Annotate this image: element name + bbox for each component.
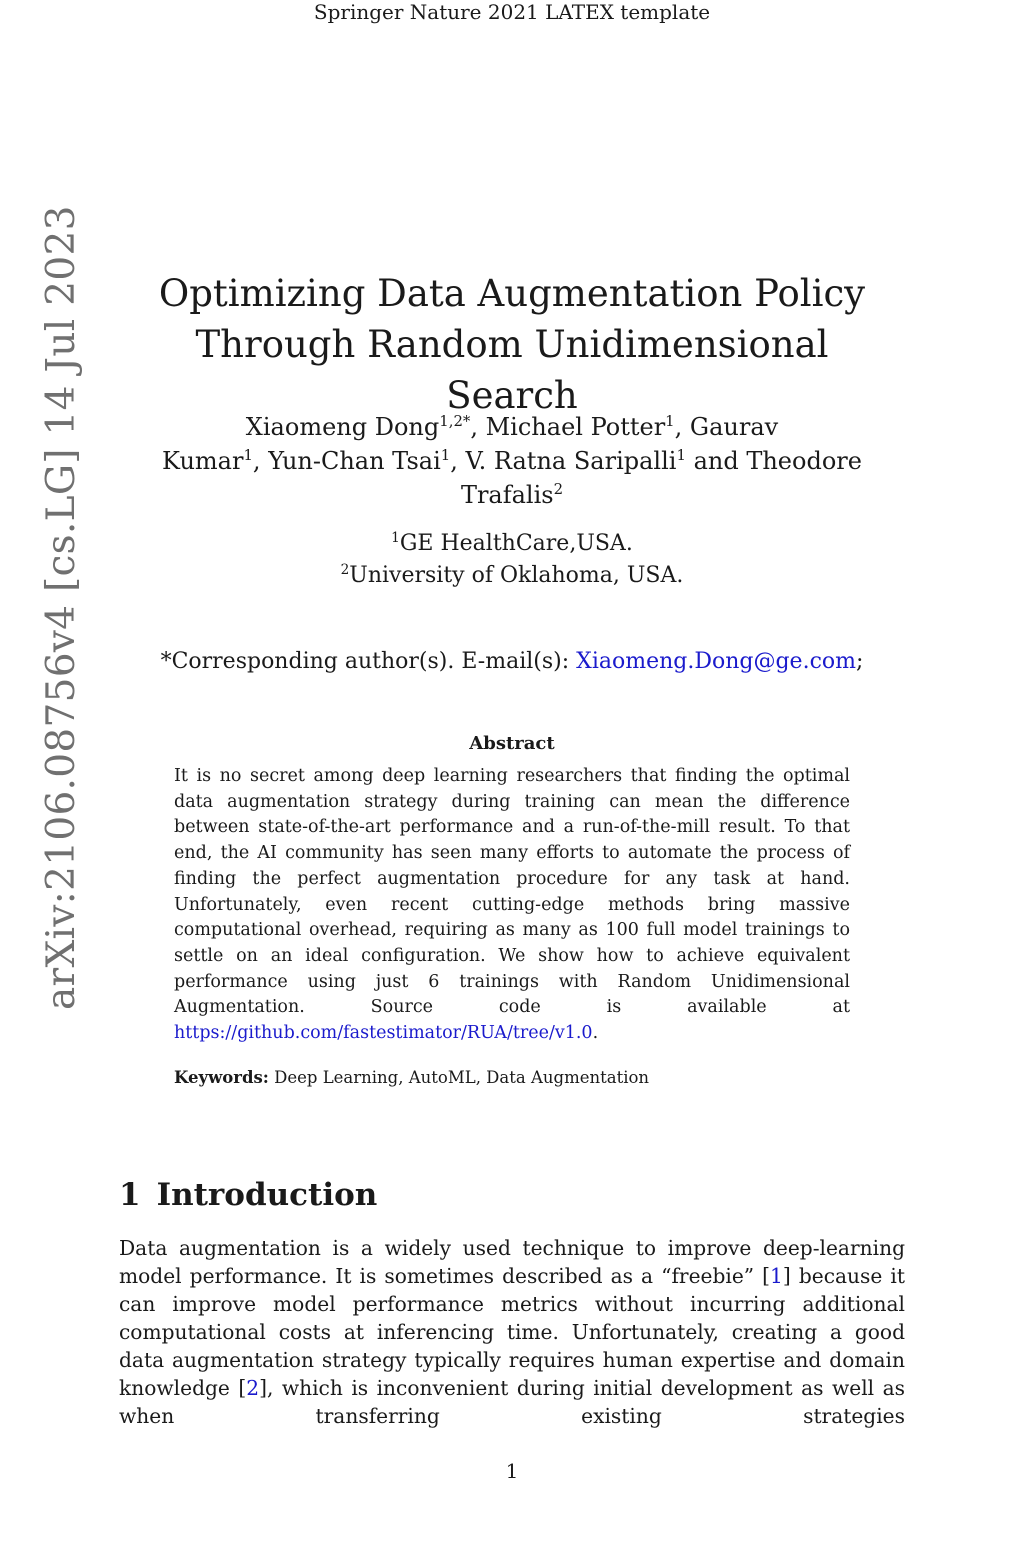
author-name: Yun-Chan Tsai xyxy=(268,447,441,475)
keywords xyxy=(174,1066,850,1090)
author-affil-sup: 1 xyxy=(243,446,253,465)
abstract-text: It is no secret among deep learning researchers that finding the optimal data augmentation strategy during training can mean the difference between state-of-the-art performance and a run-of-the-mill result. To that end, the AI community has seen many efforts to automate the process of finding the perfect augmentation procedure for any task at hand. Unfortunately, even recent cutting-edge methods bring massive computational overhead, requiring as many as 100 full model trainings to settle on an ideal configuration. We show how to achieve equivalent performance using just 6 trainings with Random Unidimensional Augmentation. Source code is available at https://github.com/fastestimator/RUA/tree/v1.0. xyxy=(174,766,850,1044)
introduction-paragraph: Data augmentation is a widely used technique to improve deep-learning model performance. It is sometimes described as a “freebie” [1] because it can improve model performance metrics without incurring additional computational costs at inferencing time. Unfortunately, creating a good data augmentation strategy typically requires human expertise and domain knowledge [2], which is inconvenient during initial development as well as when transferring existing strategies xyxy=(119,1236,905,1428)
author-line-1: Xiaomeng Dong$^{1,2*}$, Michael Potter$^1$, Gaurav xyxy=(245,412,779,441)
paper-title xyxy=(150,268,874,421)
affiliations xyxy=(150,528,874,592)
abstract-heading: Abstract xyxy=(469,733,555,754)
author-affil-sup: 1 xyxy=(440,446,451,465)
section-heading xyxy=(119,1174,377,1216)
affiliation-1: $^1$GE HealthCare,USA. xyxy=(391,529,633,556)
keywords-text: Deep Learning, AutoML, Data Augmentation xyxy=(274,1068,650,1087)
title-line-1: Optimizing Data Augmentation Policy xyxy=(158,272,866,315)
author-affil-sup: 2 xyxy=(553,480,564,499)
running-head: Springer Nature 2021 LATEX template xyxy=(313,0,711,24)
author-affil-sup: 1 xyxy=(676,446,686,465)
keywords-label: Keywords: xyxy=(174,1068,269,1087)
author-conjunction: and xyxy=(693,447,739,475)
author-name-part: Kumar xyxy=(162,447,244,475)
arxiv-identifier-stamp: arXiv:2106.08756v4 [cs.LG] 14 Jul 2023 xyxy=(39,205,84,1010)
author-name-part: Theodore xyxy=(746,447,862,475)
author-affil-sup: 1,2* xyxy=(439,412,471,431)
affiliation-2: $^2$University of Oklahoma, USA. xyxy=(340,561,684,588)
author-line-2: Kumar$^1$, Yun-Chan Tsai$^1$, V. Ratna Saripalli$^1$ and Theodore xyxy=(162,446,862,475)
author-list xyxy=(130,410,894,512)
author-name: Xiaomeng Dong xyxy=(245,413,440,441)
author-affil-sup: 1 xyxy=(665,412,675,431)
title-line-2: Through Random Unidimensional Search xyxy=(195,323,829,417)
author-name-part: Gaurav xyxy=(689,413,779,441)
section-number: 1 xyxy=(119,1177,141,1213)
author-line-3 xyxy=(130,478,894,512)
citation-link-1[interactable]: 1 xyxy=(770,1264,783,1288)
author-name: V. Ratna Saripalli xyxy=(465,447,677,475)
email-link[interactable]: Xiaomeng.Dong@ge.com xyxy=(576,649,857,674)
source-code-link[interactable]: https://github.com/fastestimator/RUA/tree/v1.0 xyxy=(174,1023,593,1044)
section-title: Introduction xyxy=(156,1177,378,1213)
author-name: Michael Potter xyxy=(485,413,666,441)
corresponding-author: *Corresponding author(s). E-mail(s): Xiaomeng.Dong@ge.com; xyxy=(160,649,864,674)
author-name-part: Trafalis xyxy=(460,481,554,509)
page-number: 1 xyxy=(505,1459,519,1483)
citation-link-2[interactable]: 2 xyxy=(246,1376,260,1400)
